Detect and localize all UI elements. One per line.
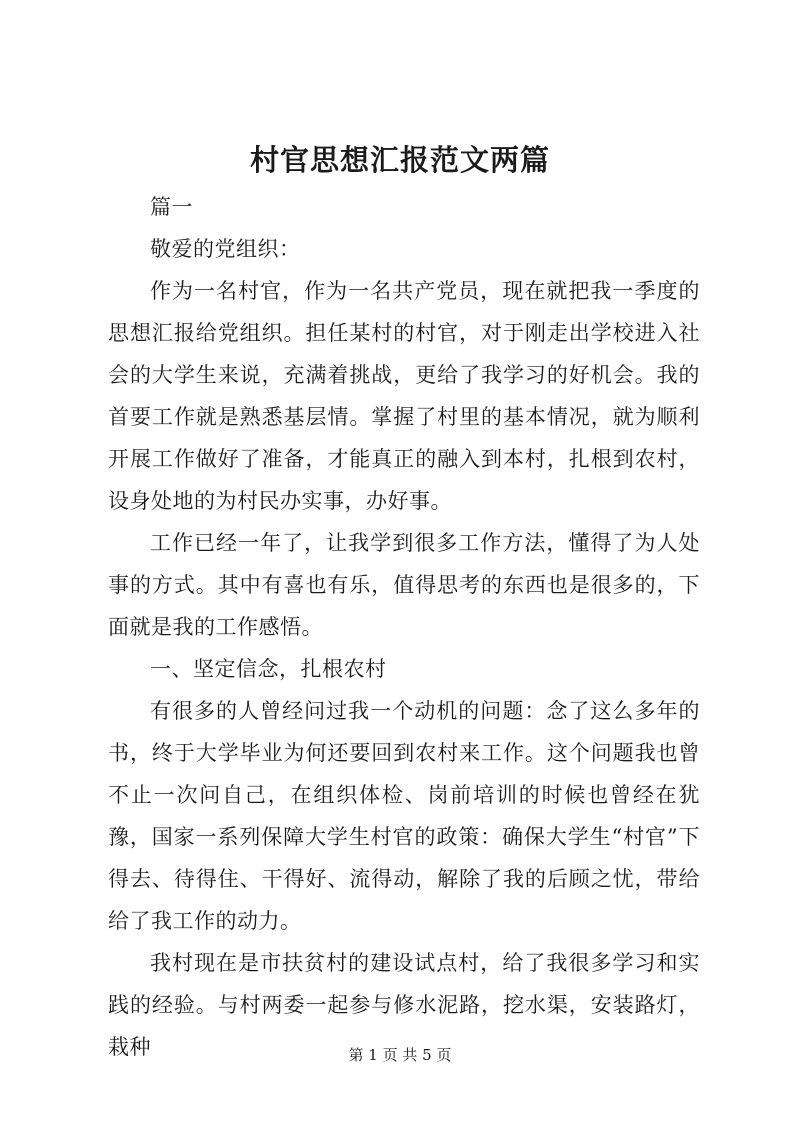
salutation: 敬爱的党组织： (150, 237, 301, 261)
section-heading: 篇一 (150, 195, 193, 219)
document-title: 村官思想汇报范文两篇 (249, 143, 550, 177)
body-paragraph: 作为一名村官，作为一名共产党员，现在就把我一季度的思想汇报给党组织。担任某村的村官，对于刚走出学校进入社会的大学生来说，充满着挑战，更给了我学习的好机会。我的首要工作就是熟悉基层情。掌握了村里的基本情况，就为顺利开展工作做好了准备，才能真正的融入到本村，扎根到农村，设身处地的为村民办实事，办好事。 (108, 279, 700, 513)
document-body (108, 186, 700, 1068)
body-paragraph: 我村现在是市扶贫村的建设试点村，给了我很多学习和实践的经验。与村两委一起参与修水泥路，挖水渠，安装路灯，栽种 (108, 951, 700, 1059)
body-paragraph: 工作已经一年了，让我学到很多工作方法，懂得了为人处事的方式。其中有喜也有乐，值得思考的东西也是很多的，下面就是我的工作感悟。 (108, 531, 700, 639)
body-paragraph: 有很多的人曾经问过我一个动机的问题：念了这么多年的书，终于大学毕业为何还要回到农村来工作。这个问题我也曾不止一次问自己，在组织体检、岗前培训的时候也曾经在犹豫，国家一系列保障大学生村官的政策：确保大学生“村官”下得去、待得住、干得好、流得动，解除了我的后顾之忧，带给给了我工作的动力。 (108, 699, 700, 933)
page-footer: 第 1 页 共 5 页 (348, 1046, 452, 1064)
subsection-heading: 一、坚定信念，扎根农村 (150, 657, 387, 681)
